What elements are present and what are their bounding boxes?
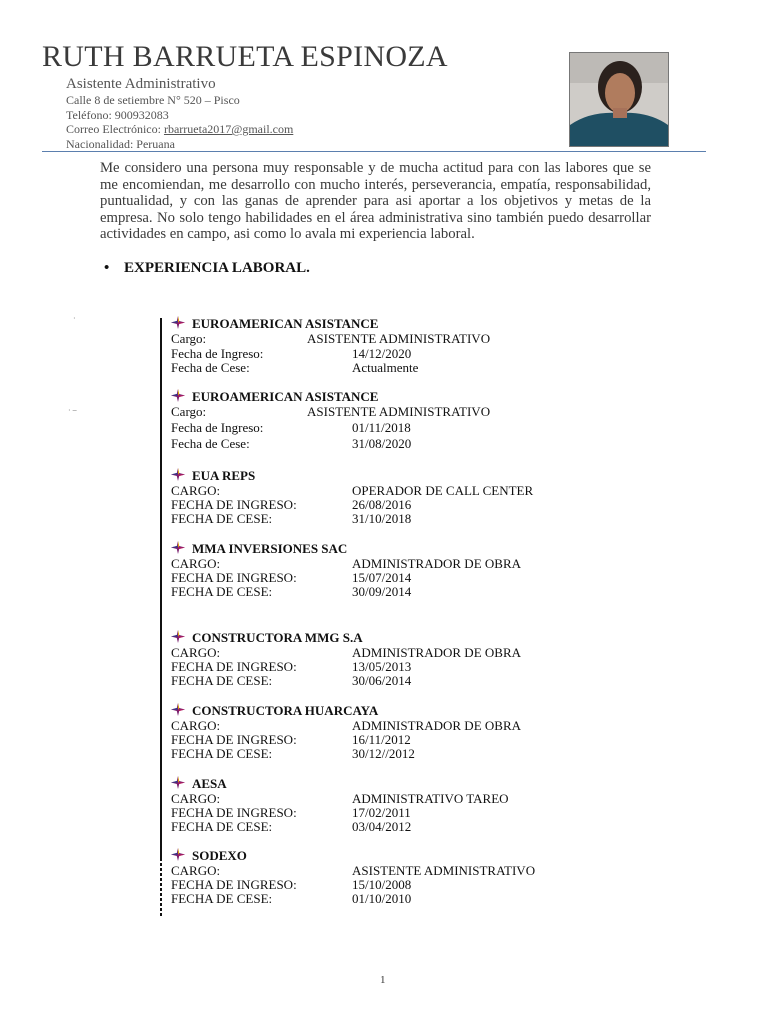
job-field-label: CARGO: — [171, 483, 221, 498]
company-name: EUA REPS — [192, 468, 256, 483]
job-field-label: FECHA DE CESE: — [171, 746, 273, 761]
phone: Teléfono: 900932083 — [66, 107, 169, 122]
job-field-row — [171, 404, 591, 420]
job-company — [171, 630, 591, 645]
job-field-row — [171, 360, 591, 374]
job-entry — [171, 316, 591, 374]
job-field-row — [171, 497, 591, 511]
job-field-row — [171, 331, 591, 346]
company-name: EUROAMERICAN ASISTANCE — [192, 316, 379, 331]
job-field-value: 15/10/2008 — [352, 877, 412, 892]
company-name: CONSTRUCTORA MMG S.A — [192, 630, 363, 645]
job-field-row — [171, 436, 591, 452]
four-pointed-star-icon — [171, 389, 185, 402]
job-field-row — [171, 791, 591, 805]
job-field-label: FECHA DE CESE: — [171, 584, 273, 599]
four-pointed-star-icon — [171, 541, 185, 554]
email-line — [66, 122, 293, 137]
job-field-row — [171, 483, 591, 497]
stray-mark: · — [73, 314, 76, 323]
email-link[interactable]: rbarrueta2017@gmail.com — [163, 122, 294, 136]
stray-mark: · ⎯ — [68, 406, 77, 415]
company-name: MMA INVERSIONES SAC — [192, 541, 348, 556]
nationality: Nacionalidad: Peruana — [66, 136, 175, 151]
job-field-label: CARGO: — [171, 718, 221, 733]
email-label: Correo Electrónico: — [66, 122, 164, 136]
job-entry — [171, 468, 591, 525]
job-company — [171, 316, 591, 331]
job-field-value: 13/05/2013 — [352, 659, 412, 674]
four-pointed-star-icon — [171, 468, 185, 481]
job-field-label: Fecha de Ingreso: — [171, 420, 264, 435]
job-company — [171, 848, 591, 863]
job-field-label: FECHA DE INGRESO: — [171, 877, 297, 892]
profile-photo — [569, 52, 669, 147]
job-field-row — [171, 346, 591, 360]
job-field-label: FECHA DE INGRESO: — [171, 732, 297, 747]
job-field-value: 14/12/2020 — [352, 345, 412, 361]
job-field-label: FECHA DE INGRESO: — [171, 805, 297, 820]
job-field-label: CARGO: — [171, 791, 221, 806]
job-field-value: ASISTENTE ADMINISTRATIVO — [307, 404, 491, 419]
profile-summary: Me considero una persona muy responsable y de mucha actitud para con las labores que se me encomiendan, me desarrollo con mucho interés, perseverancia, empatía, responsabilidad, puntualidad, y con las ganas de aprender para asi aportar a los objetivos y metas de la empresa. No solo tengo habilidades en el área administrativa sino también puedo desarrollar actividades en campo, asi como lo avala mi experiencia laboral. — [100, 160, 651, 243]
job-field-value: 31/10/2018 — [352, 511, 412, 526]
job-field-row — [171, 420, 591, 436]
job-field-value: 30/06/2014 — [352, 673, 412, 688]
job-field-value: 17/02/2011 — [352, 805, 411, 820]
four-pointed-star-icon — [171, 630, 185, 643]
job-company — [171, 468, 591, 483]
job-field-label: CARGO: — [171, 556, 221, 571]
heading-bullet: • — [104, 260, 110, 276]
job-entry — [171, 541, 591, 598]
job-field-value: ADMINISTRATIVO TAREO — [352, 791, 509, 806]
job-field-value: ASISTENTE ADMINISTRATIVO — [307, 331, 491, 346]
job-company — [171, 703, 591, 718]
job-field-value: 16/11/2012 — [352, 732, 411, 747]
job-field-value: OPERADOR DE CALL CENTER — [352, 483, 534, 498]
job-field-label: Fecha de Ingreso: — [171, 345, 264, 361]
job-field-value: 01/11/2018 — [352, 420, 411, 435]
job-entry — [171, 389, 591, 452]
job-field-row — [171, 556, 591, 570]
job-field-row — [171, 659, 591, 673]
job-entry — [171, 703, 591, 760]
job-field-label: FECHA DE INGRESO: — [171, 659, 297, 674]
job-title: Asistente Administrativo — [66, 76, 216, 92]
four-pointed-star-icon — [171, 848, 185, 861]
heading-label: EXPERIENCIA LABORAL. — [124, 260, 310, 276]
job-company — [171, 389, 591, 404]
job-field-label: FECHA DE CESE: — [171, 819, 273, 834]
job-field-row — [171, 732, 591, 746]
job-company — [171, 541, 591, 556]
job-entry — [171, 776, 591, 833]
four-pointed-star-icon — [171, 776, 185, 789]
job-field-row — [171, 570, 591, 584]
timeline-line-dashed — [160, 858, 162, 918]
job-field-row — [171, 746, 591, 760]
page-number: 1 — [380, 974, 386, 986]
job-field-label: FECHA DE CESE: — [171, 511, 273, 526]
job-field-label: Cargo: — [171, 331, 207, 346]
job-field-value: 30/12//2012 — [352, 746, 415, 761]
job-field-value: 01/10/2010 — [352, 891, 412, 906]
portrait-image — [570, 53, 668, 146]
job-field-label: FECHA DE INGRESO: — [171, 570, 297, 585]
job-field-row — [171, 584, 591, 598]
job-field-label: CARGO: — [171, 645, 221, 660]
job-field-label: CARGO: — [171, 863, 221, 878]
job-field-value: 03/04/2012 — [352, 819, 412, 834]
company-name: EUROAMERICAN ASISTANCE — [192, 389, 379, 404]
job-entry — [171, 848, 591, 905]
timeline-line — [160, 318, 162, 858]
job-field-row — [171, 645, 591, 659]
job-field-value: 15/07/2014 — [352, 570, 412, 585]
job-field-value: 26/08/2016 — [352, 497, 412, 512]
job-field-label: Cargo: — [171, 404, 207, 419]
four-pointed-star-icon — [171, 703, 185, 716]
job-field-row — [171, 805, 591, 819]
job-company — [171, 776, 591, 791]
job-field-label: Fecha de Cese: — [171, 436, 250, 451]
candidate-name: RUTH BARRUETA ESPINOZA — [42, 40, 448, 73]
job-field-label: Fecha de Cese: — [171, 359, 250, 375]
job-field-row — [171, 819, 591, 833]
job-field-value: ASISTENTE ADMINISTRATIVO — [352, 863, 536, 878]
job-field-value: 31/08/2020 — [352, 436, 412, 451]
job-field-label: FECHA DE CESE: — [171, 891, 273, 906]
job-field-value: 30/09/2014 — [352, 584, 412, 599]
company-name: SODEXO — [192, 848, 247, 863]
section-heading-experience — [104, 260, 310, 277]
address: Calle 8 de setiembre N° 520 – Pisco — [66, 93, 240, 107]
job-field-label: FECHA DE CESE: — [171, 673, 273, 688]
four-pointed-star-icon — [171, 316, 185, 329]
contact-block — [66, 93, 293, 151]
job-field-row — [171, 891, 591, 905]
job-entry — [171, 630, 591, 687]
job-field-row — [171, 511, 591, 525]
job-field-row — [171, 673, 591, 687]
job-field-value: ADMINISTRADOR DE OBRA — [352, 718, 522, 733]
job-field-value: ADMINISTRADOR DE OBRA — [352, 645, 522, 660]
job-field-row — [171, 863, 591, 877]
header-divider — [42, 151, 706, 152]
company-name: AESA — [192, 776, 227, 791]
job-field-row — [171, 877, 591, 891]
company-name: CONSTRUCTORA HUARCAYA — [192, 703, 379, 718]
job-field-value: Actualmente — [352, 359, 419, 375]
job-field-value: ADMINISTRADOR DE OBRA — [352, 556, 522, 571]
job-field-row — [171, 718, 591, 732]
job-field-label: FECHA DE INGRESO: — [171, 497, 297, 512]
